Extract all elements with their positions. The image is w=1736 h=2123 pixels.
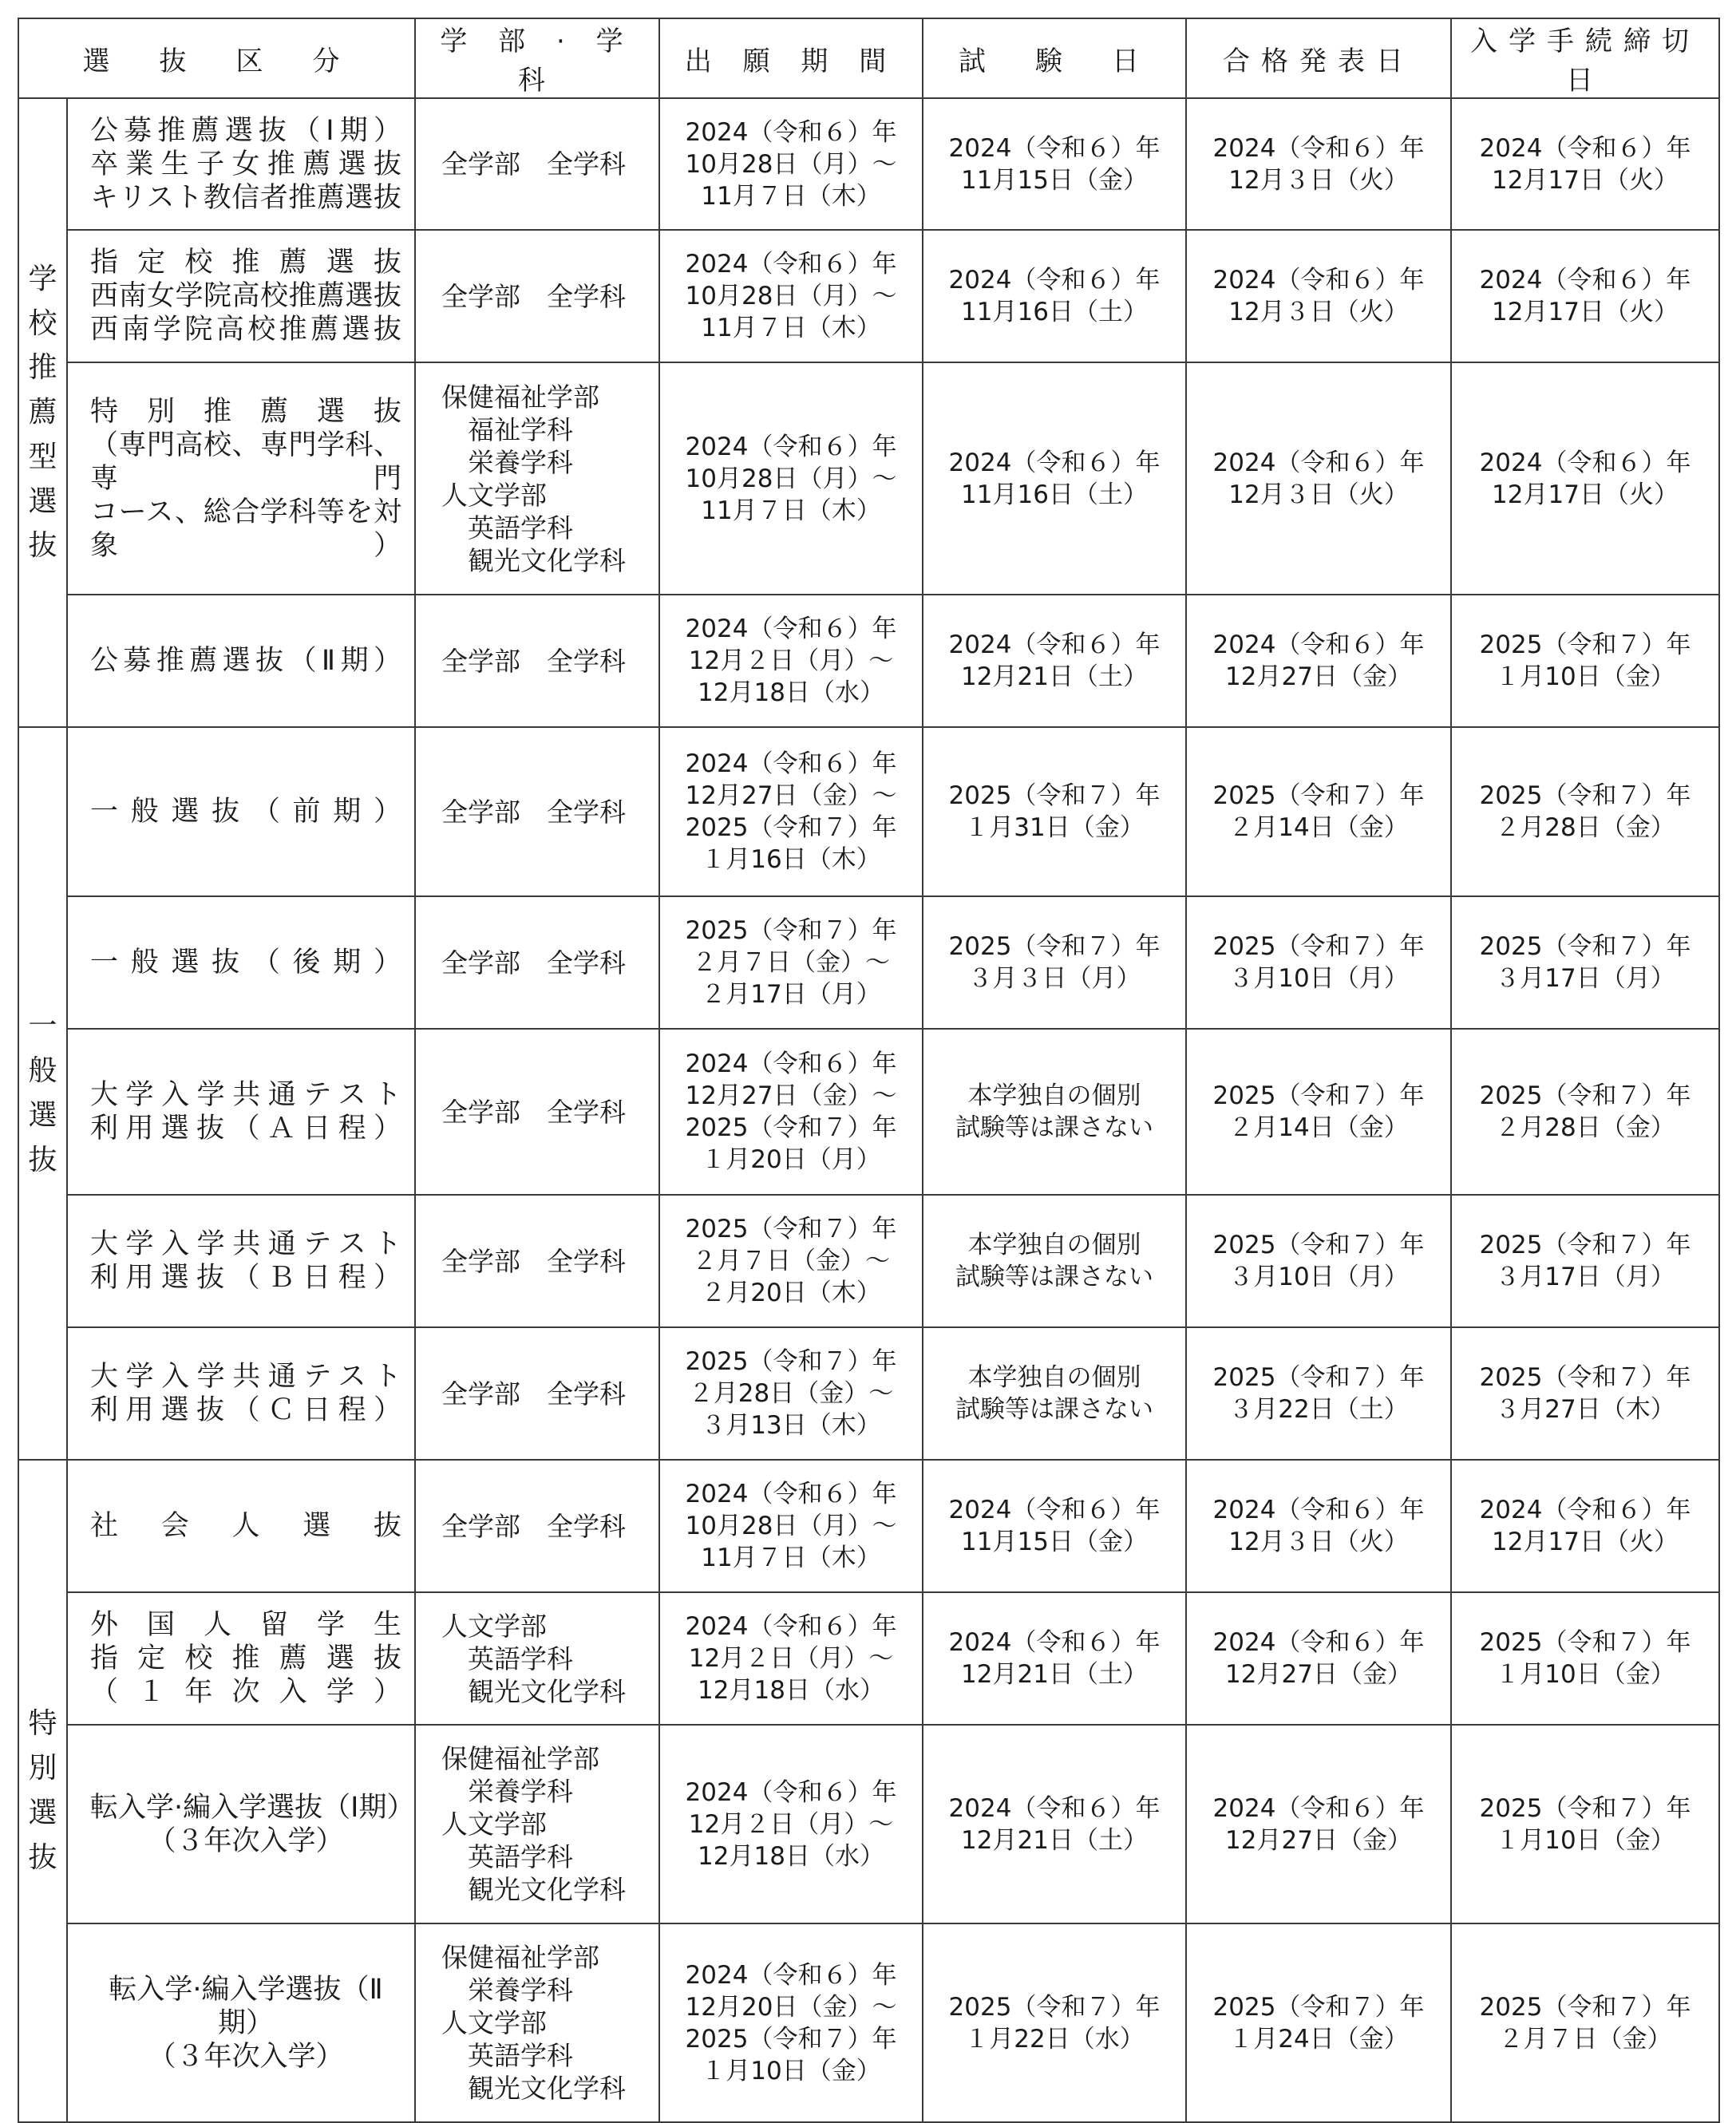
selection-name-line: 公募推薦選抜（Ⅱ期）: [90, 645, 401, 677]
faculty-cell: 全学部 全学科: [415, 727, 659, 896]
selection-name-cell: [67, 1460, 415, 1592]
selection-name-line: 外国人留学生: [90, 1609, 401, 1641]
deadline-cell: 2025（令和７）年 ３月17日（月）: [1451, 1195, 1719, 1327]
deadline-cell: 2025（令和７）年 ３月17日（月）: [1451, 896, 1719, 1029]
announce-date-cell: 2024（令和６）年 12月27日（金）: [1186, 1725, 1451, 1923]
category-label: 特別選抜: [28, 1707, 57, 1874]
faculty-cell: 全学部 全学科: [415, 1195, 659, 1327]
header-exam-date: 試 験 日: [923, 18, 1186, 98]
application-period-cell: 2025（令和７）年 ２月７日（金）〜 ２月17日（月）: [659, 896, 923, 1029]
faculty-cell: 全学部 全学科: [415, 1327, 659, 1460]
announce-date-cell: 2024（令和６）年 12月27日（金）: [1186, 1592, 1451, 1725]
application-period-cell: 2024（令和６）年 12月２日（月）〜 12月18日（水）: [659, 595, 923, 727]
selection-name-line: 社会人選抜: [90, 1510, 401, 1542]
announce-date-cell: 2025（令和７）年 ３月10日（月）: [1186, 1195, 1451, 1327]
table-row: [18, 1195, 1719, 1327]
selection-name-line: （３年次入学）: [148, 2040, 344, 2073]
selection-name-cell: [67, 230, 415, 362]
faculty-cell: 全学部 全学科: [415, 896, 659, 1029]
admission-schedule-table: [18, 18, 1720, 2123]
selection-name-line: 利用選抜（Ａ日程）: [90, 1113, 401, 1145]
table-row: [18, 230, 1719, 362]
deadline-cell: 2024（令和６）年 12月17日（火）: [1451, 98, 1719, 230]
selection-name-line: 大学入学共通テスト: [90, 1361, 401, 1393]
selection-name-line: 一般選抜（後期）: [90, 947, 401, 978]
deadline-cell: 2025（令和７）年 １月10日（金）: [1451, 1592, 1719, 1725]
faculty-cell: 全学部 全学科: [415, 230, 659, 362]
exam-date-cell: 2024（令和６）年 12月21日（土）: [923, 1725, 1186, 1923]
exam-date-cell: 本学独自の個別 試験等は課さない: [923, 1195, 1186, 1327]
faculty-cell: 全学部 全学科: [415, 1460, 659, 1592]
header-selection: 選 抜 区 分: [18, 18, 415, 98]
table-row: [18, 1327, 1719, 1460]
exam-date-cell: 2024（令和６）年 11月15日（金）: [923, 98, 1186, 230]
application-period-cell: 2024（令和６）年 10月28日（月）〜 11月７日（木）: [659, 98, 923, 230]
application-period-cell: 2025（令和７）年 ２月７日（金）〜 ２月20日（木）: [659, 1195, 923, 1327]
selection-name-line: 大学入学共通テスト: [90, 1079, 401, 1111]
selection-name-cell: [67, 595, 415, 727]
selection-name-line: 西南学院高校推薦選抜: [90, 314, 401, 346]
application-period-cell: 2024（令和６）年 12月27日（金）〜 2025（令和７）年 １月20日（月）: [659, 1029, 923, 1195]
selection-name-line: キリスト教信者推薦選抜: [90, 181, 401, 214]
selection-name-cell: [67, 1592, 415, 1725]
selection-name-line: 特別推薦選抜: [90, 395, 401, 428]
selection-name-line: 公募推薦選抜（Ⅰ期）: [90, 114, 401, 147]
header-announce-date: 合格発表日: [1186, 18, 1451, 98]
deadline-cell: 2025（令和７）年 １月10日（金）: [1451, 595, 1719, 727]
selection-name-line: 大学入学共通テスト: [90, 1228, 401, 1260]
selection-name-line: 転入学·編入学選抜（Ⅰ期）: [90, 1791, 415, 1824]
selection-name-line: （３年次入学）: [148, 1825, 344, 1857]
table-row: [18, 896, 1719, 1029]
exam-date-cell: 2025（令和７）年 １月31日（金）: [923, 727, 1186, 896]
exam-date-cell: 2024（令和６）年 12月21日（土）: [923, 1592, 1186, 1725]
application-period-cell: 2024（令和６）年 12月２日（月）〜 12月18日（水）: [659, 1725, 923, 1923]
selection-name-line: （専門高校、専門学科、専門: [90, 429, 401, 495]
announce-date-cell: 2025（令和７）年 １月24日（金）: [1186, 1923, 1451, 2122]
deadline-cell: 2025（令和７）年 ２月７日（金）: [1451, 1923, 1719, 2122]
deadline-cell: 2024（令和６）年 12月17日（火）: [1451, 362, 1719, 595]
selection-name-cell: [67, 1029, 415, 1195]
header-row: [18, 18, 1719, 98]
exam-date-cell: 本学独自の個別 試験等は課さない: [923, 1327, 1186, 1460]
header-period: 出 願 期 間: [659, 18, 923, 98]
category-cell: [18, 727, 67, 1460]
category-cell: [18, 1460, 67, 2122]
deadline-cell: 2024（令和６）年 12月17日（火）: [1451, 1460, 1719, 1592]
exam-date-cell: 2024（令和６）年 12月21日（土）: [923, 595, 1186, 727]
table-row: [18, 362, 1719, 595]
announce-date-cell: 2024（令和６）年 12月３日（火）: [1186, 98, 1451, 230]
selection-name-line: （１年次入学）: [90, 1676, 401, 1708]
selection-name-cell: [67, 1327, 415, 1460]
header-faculty: 学 部 · 学 科: [415, 18, 659, 98]
faculty-cell: 保健福祉学部 福祉学科 栄養学科 人文学部 英語学科 観光文化学科: [415, 362, 659, 595]
table-row: [18, 98, 1719, 230]
faculty-cell: 全学部 全学科: [415, 98, 659, 230]
deadline-cell: 2025（令和７）年 １月10日（金）: [1451, 1725, 1719, 1923]
header-deadline: 入学手続締切日: [1451, 18, 1719, 98]
announce-date-cell: 2024（令和６）年 12月３日（火）: [1186, 230, 1451, 362]
selection-name-line: 西南女学院高校推薦選抜: [90, 280, 401, 312]
table-row: [18, 1592, 1719, 1725]
selection-name-cell: [67, 896, 415, 1029]
announce-date-cell: 2025（令和７）年 ２月14日（金）: [1186, 727, 1451, 896]
application-period-cell: 2024（令和６）年 12月20日（金）〜 2025（令和７）年 １月10日（金）: [659, 1923, 923, 2122]
selection-name-cell: [67, 1195, 415, 1327]
application-period-cell: 2024（令和６）年 10月28日（月）〜 11月７日（木）: [659, 1460, 923, 1592]
table-body: [18, 98, 1719, 2122]
selection-name-line: 指定校推薦選抜: [90, 1643, 401, 1674]
exam-date-cell: 2024（令和６）年 11月16日（土）: [923, 230, 1186, 362]
deadline-cell: 2025（令和７）年 ２月28日（金）: [1451, 727, 1719, 896]
selection-name-line: 一般選抜（前期）: [90, 796, 401, 828]
exam-date-cell: 2025（令和７）年 １月22日（水）: [923, 1923, 1186, 2122]
category-cell: [18, 98, 67, 727]
table-row: [18, 1460, 1719, 1592]
selection-name-line: 利用選抜（Ｃ日程）: [90, 1394, 401, 1426]
application-period-cell: 2024（令和６）年 12月２日（月）〜 12月18日（水）: [659, 1592, 923, 1725]
table-row: [18, 595, 1719, 727]
application-period-cell: 2024（令和６）年 10月28日（月）〜 11月７日（木）: [659, 362, 923, 595]
table-row: [18, 1923, 1719, 2122]
selection-name-line: コース、総合学科等を対象）: [90, 496, 401, 562]
exam-date-cell: 本学独自の個別 試験等は課さない: [923, 1029, 1186, 1195]
deadline-cell: 2025（令和７）年 ２月28日（金）: [1451, 1029, 1719, 1195]
selection-name-cell: [67, 727, 415, 896]
selection-name-line: 利用選抜（Ｂ日程）: [90, 1262, 401, 1294]
selection-name-cell: [67, 362, 415, 595]
announce-date-cell: 2025（令和７）年 ３月10日（月）: [1186, 896, 1451, 1029]
faculty-cell: 全学部 全学科: [415, 1029, 659, 1195]
exam-date-cell: 2025（令和７）年 ３月３日（月）: [923, 896, 1186, 1029]
selection-name-cell: [67, 1725, 415, 1923]
table-row: [18, 727, 1719, 896]
category-label: 学校推薦型選抜: [28, 262, 57, 563]
application-period-cell: 2024（令和６）年 12月27日（金）〜 2025（令和７）年 １月16日（木）: [659, 727, 923, 896]
table-row: [18, 1029, 1719, 1195]
exam-date-cell: 2024（令和６）年 11月15日（金）: [923, 1460, 1186, 1592]
application-period-cell: 2024（令和６）年 10月28日（月）〜 11月７日（木）: [659, 230, 923, 362]
application-period-cell: 2025（令和７）年 ２月28日（金）〜 ３月13日（木）: [659, 1327, 923, 1460]
deadline-cell: 2024（令和６）年 12月17日（火）: [1451, 230, 1719, 362]
selection-name-line: 指定校推薦選抜: [90, 247, 401, 279]
faculty-cell: 人文学部 英語学科 観光文化学科: [415, 1592, 659, 1725]
announce-date-cell: 2024（令和６）年 12月３日（火）: [1186, 1460, 1451, 1592]
exam-date-cell: 2024（令和６）年 11月16日（土）: [923, 362, 1186, 595]
announce-date-cell: 2024（令和６）年 12月３日（火）: [1186, 362, 1451, 595]
selection-name-cell: [67, 98, 415, 230]
selection-name-cell: [67, 1923, 415, 2122]
announce-date-cell: 2024（令和６）年 12月27日（金）: [1186, 595, 1451, 727]
faculty-cell: 全学部 全学科: [415, 595, 659, 727]
table-row: [18, 1725, 1719, 1923]
announce-date-cell: 2025（令和７）年 ２月14日（金）: [1186, 1029, 1451, 1195]
faculty-cell: 保健福祉学部 栄養学科 人文学部 英語学科 観光文化学科: [415, 1725, 659, 1923]
selection-name-line: 転入学·編入学選抜（Ⅱ期）: [109, 1973, 383, 2039]
announce-date-cell: 2025（令和７）年 ３月22日（土）: [1186, 1327, 1451, 1460]
selection-name-line: 卒業生子女推薦選抜: [90, 148, 401, 180]
deadline-cell: 2025（令和７）年 ３月27日（木）: [1451, 1327, 1719, 1460]
faculty-cell: 保健福祉学部 栄養学科 人文学部 英語学科 観光文化学科: [415, 1923, 659, 2122]
category-label: 一般選抜: [28, 1010, 57, 1176]
